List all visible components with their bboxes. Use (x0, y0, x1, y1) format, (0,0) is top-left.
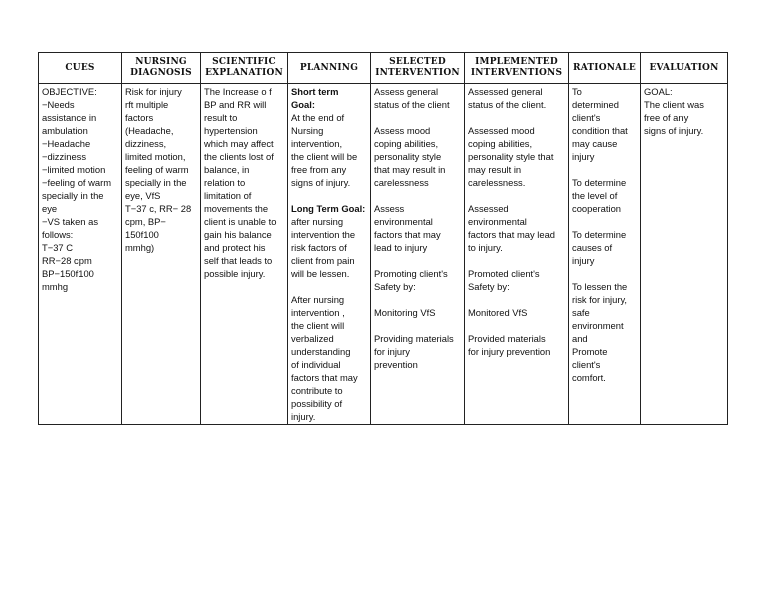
long-term-line: after nursing (291, 216, 344, 227)
after-intervention-line: intervention , (291, 307, 345, 318)
cues-line: −limited motion (42, 164, 106, 175)
cues-cell (39, 84, 122, 425)
content-row (39, 84, 728, 425)
rationale-line: Promote (572, 346, 608, 357)
cues-line: follows: (42, 229, 74, 240)
selected-line: Assess (374, 203, 405, 214)
cues-line: −VS taken as (42, 216, 99, 227)
after-intervention-line-group (291, 293, 367, 423)
selected-line: Promoting client's (374, 268, 448, 279)
explanation-line: The Increase o f (204, 86, 272, 97)
explanation-line: result to (204, 112, 238, 123)
implemented-line: for injury prevention (468, 346, 551, 357)
diagnosis-line: cpm, BP− (125, 216, 166, 227)
after-intervention-line: contribute to (291, 385, 343, 396)
diagnosis-line: T−37 c, RR− 28 (125, 203, 192, 214)
rationale-line: client's (572, 112, 601, 123)
cues-line: ambulation (42, 125, 88, 136)
rationale-line: cooperation (572, 203, 621, 214)
explanation-line: possible injury. (204, 268, 266, 279)
cues-line: BP−150f100 (42, 268, 94, 279)
cues-line: RR−28 cpm (42, 255, 92, 266)
nursing-care-plan (38, 52, 728, 425)
header-selected-intervention: SELECTED INTERVENTION (371, 53, 465, 84)
explanation-cell (201, 84, 288, 425)
rationale-line: may cause (572, 138, 618, 149)
diagnosis-line: Risk for injury (125, 86, 182, 97)
diagnosis-cell (122, 84, 201, 425)
cues-line: −Headache (42, 138, 91, 149)
implemented-line-group (468, 332, 565, 358)
explanation-line: balance, in (204, 164, 250, 175)
implemented-intervention-cell (465, 84, 569, 425)
explanation-line: hypertension (204, 125, 258, 136)
rationale-line-group (572, 176, 637, 215)
cues-line-group (42, 85, 118, 293)
evaluation-line: free of any (644, 112, 689, 123)
header-evaluation: EVALUATION (641, 53, 728, 84)
rationale-line: environment (572, 320, 624, 331)
diagnosis-line: feeling of warm (125, 164, 189, 175)
short-term-line: intervention, (291, 138, 343, 149)
cues-line: eye (42, 203, 58, 214)
selected-line: status of the client (374, 99, 450, 110)
selected-line-group (374, 267, 461, 293)
long-term-label: Long Term Goal: (291, 203, 366, 214)
cues-line: mmhg (42, 281, 69, 292)
selected-intervention-cell (371, 84, 465, 425)
header-nursing-diagnosis: NURSING DIAGNOSIS (122, 53, 201, 84)
short-term-line: signs of injury. (291, 177, 351, 188)
explanation-line-group (204, 85, 284, 280)
ncp-table (38, 52, 728, 425)
cues-line: OBJECTIVE: (42, 86, 97, 97)
explanation-line: and protect his (204, 242, 266, 253)
selected-line: personality style (374, 151, 442, 162)
rationale-line: injury (572, 255, 595, 266)
rationale-line: risk for injury, (572, 294, 628, 305)
rationale-line: condition that (572, 125, 628, 136)
diagnosis-line: eye, VfS (125, 190, 161, 201)
implemented-line: Assessed (468, 203, 509, 214)
rationale-line: safe (572, 307, 590, 318)
rationale-line-group (572, 228, 637, 267)
implemented-line-group (468, 124, 565, 189)
diagnosis-line: dizziness, (125, 138, 167, 149)
after-intervention-line: After nursing (291, 294, 345, 305)
implemented-line: Assessed general (468, 86, 543, 97)
explanation-line: the clients lost of (204, 151, 274, 162)
implemented-line: Promoted client's (468, 268, 540, 279)
diagnosis-line: specially in the (125, 177, 187, 188)
cues-line: T−37 C (42, 242, 74, 253)
implemented-line: Safety by: (468, 281, 510, 292)
short-term-goal-label: Goal: (291, 99, 315, 110)
selected-line-group (374, 202, 461, 254)
rationale-line: To determine (572, 177, 627, 188)
rationale-line: injury (572, 151, 595, 162)
selected-line: Safety by: (374, 281, 416, 292)
selected-line: factors that may (374, 229, 441, 240)
rationale-line: client's (572, 359, 601, 370)
long-term-line: client from pain (291, 255, 355, 266)
selected-line: Monitoring VfS (374, 307, 436, 318)
selected-line: lead to injury (374, 242, 428, 253)
explanation-line: BP and RR will (204, 99, 267, 110)
explanation-line: which may affect (204, 138, 274, 149)
header-planning: PLANNING (288, 53, 371, 84)
rationale-line: To determine (572, 229, 627, 240)
short-term-line: the client will be (291, 151, 358, 162)
rationale-cell (569, 84, 641, 425)
explanation-line: gain his balance (204, 229, 272, 240)
selected-line: Assess mood (374, 125, 431, 136)
diagnosis-line: 150f100 (125, 229, 159, 240)
long-term-line: risk factors of (291, 242, 347, 253)
after-intervention-line: injury. (291, 411, 316, 422)
implemented-line: environmental (468, 216, 527, 227)
selected-line: for injury (374, 346, 410, 357)
implemented-line-group (468, 85, 565, 111)
after-intervention-line: factors that may (291, 372, 358, 383)
evaluation-line: GOAL: (644, 86, 673, 97)
evaluation-line-group (644, 85, 724, 137)
header-implemented-interventions: IMPLEMENTED INTERVENTIONS (465, 53, 569, 84)
cues-line: −dizziness (42, 151, 87, 162)
rationale-line-group (572, 280, 637, 384)
implemented-line: Monitored VfS (468, 307, 528, 318)
rationale-line: To (572, 86, 582, 97)
selected-line: environmental (374, 216, 433, 227)
implemented-line: status of the client. (468, 99, 547, 110)
evaluation-line: The client was (644, 99, 704, 110)
explanation-line: client is unable to (204, 216, 277, 227)
selected-line: Providing materials (374, 333, 454, 344)
after-intervention-line: possibility of (291, 398, 343, 409)
implemented-line: Assessed mood (468, 125, 535, 136)
rationale-line: the level of (572, 190, 618, 201)
selected-line-group (374, 332, 461, 371)
implemented-line: personality style that (468, 151, 554, 162)
explanation-line: self that leads to (204, 255, 273, 266)
header-row (39, 53, 728, 84)
selected-line: that may result in (374, 164, 446, 175)
diagnosis-line: limited motion, (125, 151, 186, 162)
rationale-line: and (572, 333, 588, 344)
implemented-line: Provided materials (468, 333, 546, 344)
after-intervention-line: verbalized (291, 333, 334, 344)
implemented-line-group (468, 306, 565, 319)
diagnosis-line: rft multiple (125, 99, 169, 110)
cues-line: assistance in (42, 112, 97, 123)
selected-line: prevention (374, 359, 418, 370)
header-cues: CUES (39, 53, 122, 84)
implemented-line: factors that may lead (468, 229, 556, 240)
short-term-line: Nursing (291, 125, 324, 136)
evaluation-cell (641, 84, 728, 425)
explanation-line: limitation of (204, 190, 252, 201)
after-intervention-line: of individual (291, 359, 341, 370)
short-term-line: At the end of (291, 112, 345, 123)
long-term-line: intervention the (291, 229, 356, 240)
selected-line: Assess general (374, 86, 439, 97)
after-intervention-line: the client will (291, 320, 345, 331)
short-term-label: Short term (291, 86, 339, 97)
selected-line: carelessness (374, 177, 429, 188)
explanation-line: movements the (204, 203, 269, 214)
implemented-line-group (468, 267, 565, 293)
implemented-line: coping abilities, (468, 138, 533, 149)
implemented-line: may result in (468, 164, 522, 175)
rationale-line: determined (572, 99, 619, 110)
diagnosis-line-group (125, 85, 197, 254)
short-term-line-group (291, 111, 367, 189)
diagnosis-line: (Headache, (125, 125, 174, 136)
rationale-line-group (572, 85, 637, 163)
evaluation-line: signs of injury. (644, 125, 704, 136)
implemented-line-group (468, 202, 565, 254)
rationale-line: To lessen the (572, 281, 628, 292)
selected-line-group (374, 124, 461, 189)
diagnosis-line: factors (125, 112, 154, 123)
header-scientific-explanation: SCIENTIFIC EXPLANATION (201, 53, 288, 84)
diagnosis-line: mmhg) (125, 242, 155, 253)
header-rationale: RATIONALE (569, 53, 641, 84)
rationale-line: comfort. (572, 372, 606, 383)
short-term-line: free from any (291, 164, 347, 175)
cues-line: −Needs (42, 99, 75, 110)
selected-line-group (374, 85, 461, 111)
selected-line: coping abilities, (374, 138, 439, 149)
after-intervention-line: understanding (291, 346, 351, 357)
planning-cell (288, 84, 371, 425)
implemented-line: to injury. (468, 242, 503, 253)
cues-line: specially in the (42, 190, 104, 201)
long-term-line: will be lessen. (291, 268, 350, 279)
long-term-line-group (291, 215, 367, 280)
selected-line-group (374, 306, 461, 319)
explanation-line: relation to (204, 177, 246, 188)
implemented-line: carelessness. (468, 177, 526, 188)
rationale-line: causes of (572, 242, 613, 253)
cues-line: −feeling of warm (42, 177, 112, 188)
